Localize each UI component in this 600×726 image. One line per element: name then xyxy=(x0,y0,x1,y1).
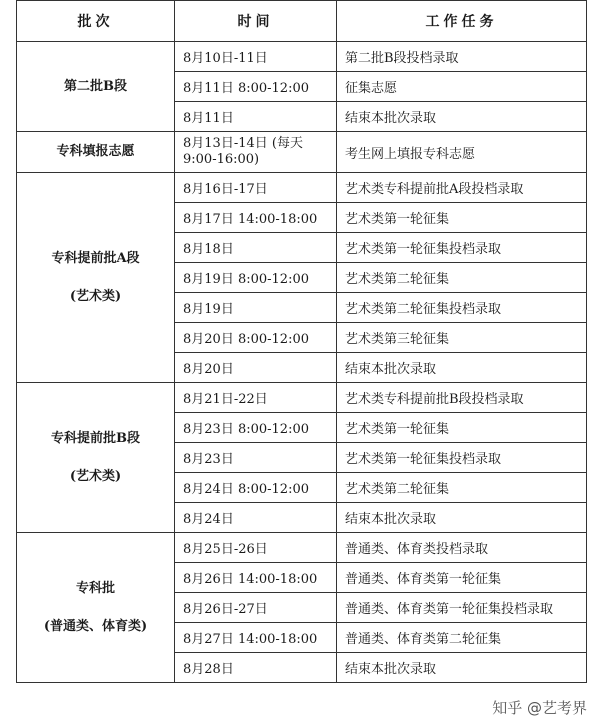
task-cell: 第二批B段投档录取 xyxy=(337,42,587,72)
table-row xyxy=(17,42,587,72)
table-row xyxy=(17,383,587,413)
batch-cell xyxy=(17,533,175,683)
time-cell: 8月20日 xyxy=(175,353,337,383)
batch-cell xyxy=(17,173,175,383)
task-cell: 艺术类专科提前批B段投档录取 xyxy=(337,383,587,413)
task-cell: 普通类、体育类第一轮征集 xyxy=(337,563,587,593)
time-cell: 8月26日-27日 xyxy=(175,593,337,623)
task-cell: 艺术类第三轮征集 xyxy=(337,323,587,353)
time-cell: 8月21日-22日 xyxy=(175,383,337,413)
table-header-row xyxy=(17,1,587,42)
watermark: 知乎 @艺考界 xyxy=(489,697,590,718)
task-cell: 艺术类第二轮征集投档录取 xyxy=(337,293,587,323)
batch-label: 第二批B段 xyxy=(64,78,127,94)
time-cell: 8月25日-26日 xyxy=(175,533,337,563)
time-cell: 8月11日 xyxy=(175,102,337,132)
time-cell: 8月26日 14:00-18:00 xyxy=(175,563,337,593)
admission-schedule-table xyxy=(16,0,587,683)
header-batch: 批次 xyxy=(17,1,175,42)
batch-label: 专科批 xyxy=(75,580,115,596)
time-cell: 8月19日 8:00-12:00 xyxy=(175,263,337,293)
task-cell: 艺术类第一轮征集投档录取 xyxy=(337,443,587,473)
time-cell: 8月27日 14:00-18:00 xyxy=(175,623,337,653)
task-cell: 结束本批次录取 xyxy=(337,653,587,683)
batch-label: (普通类、体育类) xyxy=(43,618,148,634)
batch-cell xyxy=(17,383,175,533)
task-cell: 结束本批次录取 xyxy=(337,102,587,132)
batch-label: 专科提前批A段 xyxy=(51,250,140,266)
table-row xyxy=(17,533,587,563)
task-cell: 艺术类第二轮征集 xyxy=(337,263,587,293)
task-cell: 艺术类第二轮征集 xyxy=(337,473,587,503)
batch-label: 专科填报志愿 xyxy=(56,144,135,159)
table-body xyxy=(17,42,587,683)
batch-cell xyxy=(17,42,175,132)
time-cell: 8月23日 8:00-12:00 xyxy=(175,413,337,443)
table-row xyxy=(17,132,587,173)
task-cell: 艺术类第一轮征集投档录取 xyxy=(337,233,587,263)
task-cell: 征集志愿 xyxy=(337,72,587,102)
batch-label: (艺术类) xyxy=(69,468,122,484)
time-cell: 8月24日 xyxy=(175,503,337,533)
header-task: 工作任务 xyxy=(337,1,587,42)
time-cell: 8月23日 xyxy=(175,443,337,473)
time-cell: 8月28日 xyxy=(175,653,337,683)
batch-cell xyxy=(17,132,175,173)
time-cell: 8月20日 8:00-12:00 xyxy=(175,323,337,353)
batch-label: 专科提前批B段 xyxy=(51,430,140,446)
time-cell: 8月10日-11日 xyxy=(175,42,337,72)
time-cell: 8月16日-17日 xyxy=(175,173,337,203)
task-cell: 考生网上填报专科志愿 xyxy=(337,132,587,173)
header-time: 时间 xyxy=(175,1,337,42)
time-cell: 8月19日 xyxy=(175,293,337,323)
task-cell: 普通类、体育类第二轮征集 xyxy=(337,623,587,653)
table-row xyxy=(17,173,587,203)
time-cell: 8月13日-14日 (每天 9:00-16:00) xyxy=(175,132,337,173)
task-cell: 普通类、体育类投档录取 xyxy=(337,533,587,563)
time-cell: 8月24日 8:00-12:00 xyxy=(175,473,337,503)
time-cell: 8月11日 8:00-12:00 xyxy=(175,72,337,102)
batch-label: (艺术类) xyxy=(69,288,122,304)
task-cell: 艺术类第一轮征集 xyxy=(337,203,587,233)
time-cell: 8月17日 14:00-18:00 xyxy=(175,203,337,233)
time-cell: 8月18日 xyxy=(175,233,337,263)
task-cell: 艺术类专科提前批A段投档录取 xyxy=(337,173,587,203)
task-cell: 艺术类第一轮征集 xyxy=(337,413,587,443)
task-cell: 结束本批次录取 xyxy=(337,503,587,533)
task-cell: 结束本批次录取 xyxy=(337,353,587,383)
task-cell: 普通类、体育类第一轮征集投档录取 xyxy=(337,593,587,623)
